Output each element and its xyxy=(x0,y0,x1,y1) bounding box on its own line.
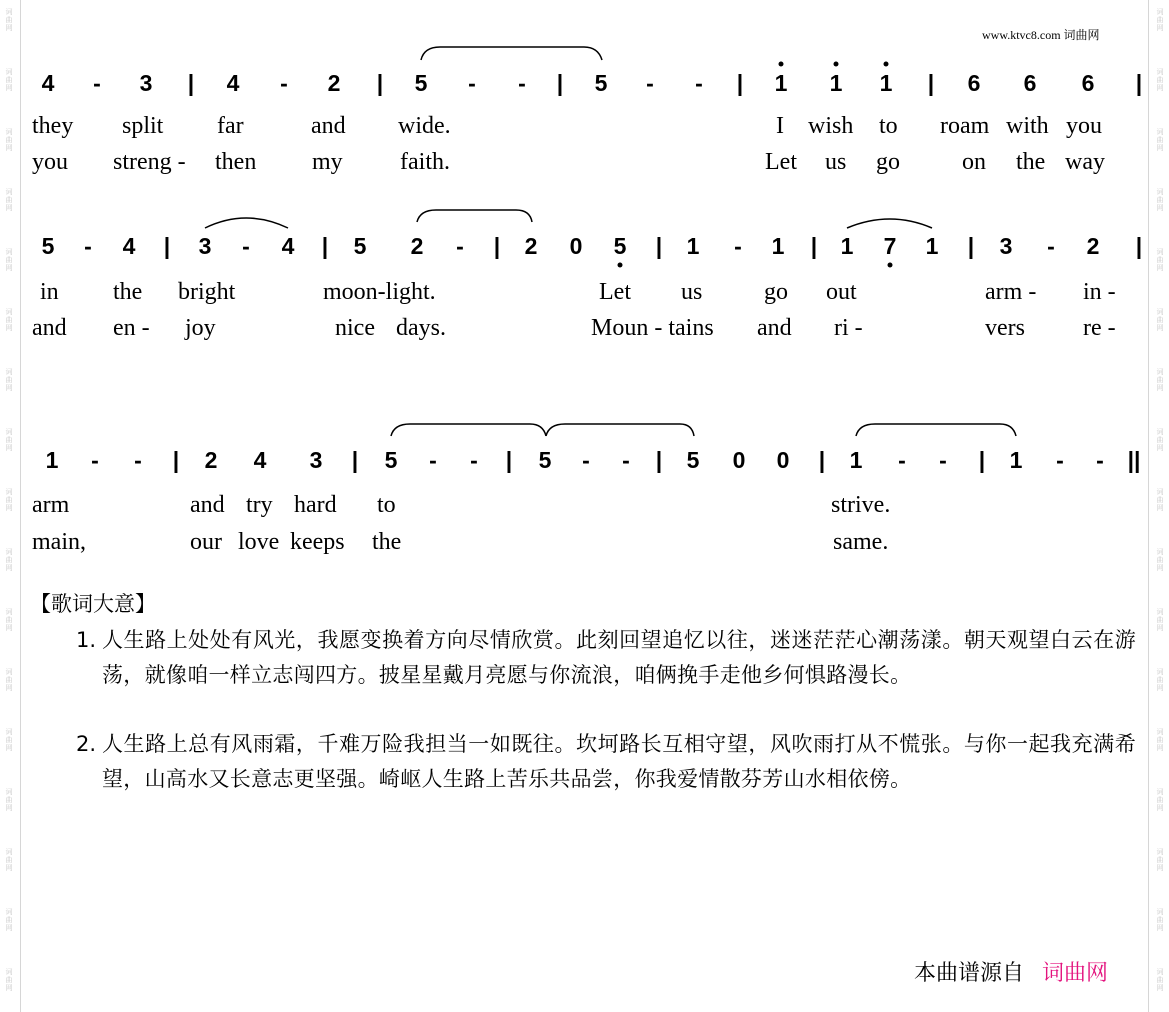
watermark-text: 词 曲 网 xyxy=(1156,848,1164,872)
tie-arc xyxy=(546,424,694,436)
barline: | xyxy=(818,447,826,473)
note: - xyxy=(622,447,630,473)
watermark-text: 词 曲 网 xyxy=(5,8,13,32)
lyric: I xyxy=(776,113,784,139)
watermark-text: 词 曲 网 xyxy=(1156,188,1164,212)
lyric: and xyxy=(757,315,792,341)
note: 2 xyxy=(327,70,341,96)
octave-dot xyxy=(834,62,839,67)
verse-number: 2. xyxy=(76,732,97,756)
lyric: joy xyxy=(185,315,216,341)
lyric: on xyxy=(962,149,986,175)
source-credit xyxy=(914,956,1108,987)
lyrics-meaning-title: 【歌词大意】 xyxy=(30,592,156,616)
lyric: and xyxy=(190,492,225,518)
watermark-text: 词 曲 网 xyxy=(5,68,13,92)
final-barline: || xyxy=(1127,447,1141,473)
note: - xyxy=(1096,447,1104,473)
watermark-text: 词 曲 网 xyxy=(1156,488,1164,512)
note: - xyxy=(134,447,142,473)
row-2-notes xyxy=(42,233,1143,268)
barline: | xyxy=(967,233,975,259)
lyric: re - xyxy=(1083,315,1116,341)
barline: | xyxy=(505,447,513,473)
lyric: same. xyxy=(833,529,889,555)
lyric: you xyxy=(32,149,68,175)
note: - xyxy=(468,70,476,96)
lyric: days. xyxy=(396,315,446,341)
lyric: with xyxy=(1006,113,1049,139)
watermark-text: 词 曲 网 xyxy=(1156,608,1164,632)
lyric: strive. xyxy=(831,492,891,518)
note: 0 xyxy=(776,447,790,473)
barline: | xyxy=(163,233,171,259)
note: 0 xyxy=(732,447,746,473)
octave-dot xyxy=(779,62,784,67)
tie-arc xyxy=(421,47,602,60)
row-1-lyrics-verse-1 xyxy=(32,113,1102,139)
barline: | xyxy=(978,447,986,473)
barline: | xyxy=(376,70,384,96)
watermark-text: 词 曲 网 xyxy=(1156,728,1164,752)
lyric: en - xyxy=(113,315,150,341)
note: 1 xyxy=(45,447,59,473)
lyric: Moun - tains xyxy=(591,315,714,341)
verse-text: 人生路上总有风雨霜，千难万险我担当一如既往。坎坷路长互相守望，风吹雨打从不慌张。与你一起我充满希望，山高水又长意志更坚强。崎岖人生路上苦乐共品尝，你我爱情散芬芳山水相依傍。 xyxy=(102,732,1136,791)
row-1-notes xyxy=(42,62,1143,97)
lyric: us xyxy=(681,279,703,305)
lyric: and xyxy=(311,113,346,139)
note: - xyxy=(91,447,99,473)
watermark-text: 词 曲 网 xyxy=(1156,908,1164,932)
barline: | xyxy=(655,233,663,259)
lyric: the xyxy=(1016,149,1046,175)
note: 1 xyxy=(774,70,788,96)
lyric: in - xyxy=(1083,279,1116,305)
note: 1 xyxy=(1009,447,1023,473)
note: - xyxy=(695,70,703,96)
lyric: and xyxy=(32,315,67,341)
row-3 xyxy=(32,424,1140,555)
slur-arc xyxy=(205,218,288,228)
note: 5 xyxy=(613,233,627,259)
tie-arc xyxy=(856,424,1016,436)
watermark-text: 词 曲 网 xyxy=(1156,8,1164,32)
watermark-text: 词 曲 网 xyxy=(1156,968,1164,992)
note: 1 xyxy=(849,447,863,473)
watermark-text: 词 曲 网 xyxy=(5,728,13,752)
note: 1 xyxy=(771,233,785,259)
meaning-verse-1 xyxy=(76,623,1136,693)
note: 5 xyxy=(41,233,55,259)
barline: | xyxy=(1135,233,1143,259)
lyric: keeps xyxy=(290,529,345,555)
lyric: go xyxy=(764,279,788,305)
lyric: go xyxy=(876,149,900,175)
lyric: in xyxy=(40,279,59,305)
watermark-text: 词 曲 网 xyxy=(5,968,13,992)
note: 3 xyxy=(309,447,323,473)
watermark-text: 词 曲 网 xyxy=(1156,128,1164,152)
verse-text: 人生路上处处有风光，我愿变换着方向尽情欣赏。此刻回望追忆以往，迷迷茫茫心潮荡漾。朝天观望白云在游荡，就像咱一样立志闯四方。披星星戴月亮愿与你流浪，咱俩挽手走他乡何惧路漫长。 xyxy=(102,628,1136,687)
lyric: moon-light. xyxy=(323,279,436,305)
watermark-text: 词 曲 网 xyxy=(5,668,13,692)
lyric: roam xyxy=(940,113,990,139)
note: 1 xyxy=(925,233,939,259)
watermark-text: 词 曲 网 xyxy=(5,248,13,272)
note: 1 xyxy=(879,70,893,96)
note: - xyxy=(898,447,906,473)
watermark-text: 词 曲 网 xyxy=(5,548,13,572)
octave-dot xyxy=(884,62,889,67)
note: 4 xyxy=(226,70,240,96)
note: 1 xyxy=(840,233,854,259)
row-2-lyrics-verse-2 xyxy=(32,315,1116,341)
watermark-text: 词 曲 网 xyxy=(5,308,13,332)
row-3-notes xyxy=(46,447,1141,473)
barline: | xyxy=(493,233,501,259)
watermark-text: 词 曲 网 xyxy=(5,368,13,392)
barline: | xyxy=(1135,70,1143,96)
note: 2 xyxy=(1086,233,1100,259)
note: - xyxy=(1056,447,1064,473)
lyric: Let xyxy=(765,149,797,175)
note: 1 xyxy=(829,70,843,96)
note: - xyxy=(280,70,288,96)
note: - xyxy=(939,447,947,473)
lyric: they xyxy=(32,113,74,139)
lyric: try xyxy=(246,492,273,518)
note: 2 xyxy=(410,233,424,259)
lyric: our xyxy=(190,529,222,555)
lyric: wish xyxy=(808,113,854,139)
note: 5 xyxy=(414,70,428,96)
lyric: streng - xyxy=(113,149,186,175)
note: - xyxy=(646,70,654,96)
note: - xyxy=(242,233,250,259)
lyric: ri - xyxy=(834,315,863,341)
note: 4 xyxy=(253,447,267,473)
watermark-text: 词 曲 网 xyxy=(1156,668,1164,692)
watermark-text: 词 曲 网 xyxy=(1156,248,1164,272)
lyric: split xyxy=(122,113,164,139)
watermark-text: 词 曲 网 xyxy=(5,488,13,512)
watermark-text: 词 曲 网 xyxy=(1156,428,1164,452)
lyric: wide. xyxy=(398,113,451,139)
lyric: hard xyxy=(294,492,337,518)
note: 5 xyxy=(384,447,398,473)
note: - xyxy=(93,70,101,96)
barline: | xyxy=(187,70,195,96)
lyric: faith. xyxy=(400,149,450,175)
row-1-lyrics-verse-2 xyxy=(32,149,1105,175)
row-1 xyxy=(32,47,1142,175)
lyric: arm xyxy=(32,492,70,518)
meaning-verse-2 xyxy=(76,727,1136,797)
lyric: Let xyxy=(599,279,631,305)
lyric: far xyxy=(217,113,244,139)
lyric: the xyxy=(113,279,143,305)
note: 3 xyxy=(198,233,212,259)
watermark-text: 词 曲 网 xyxy=(1156,368,1164,392)
watermark-text: 词 曲 网 xyxy=(1156,68,1164,92)
barline: | xyxy=(321,233,329,259)
lyric: us xyxy=(825,149,847,175)
barline: | xyxy=(172,447,180,473)
note: 7 xyxy=(883,233,897,259)
watermark-text: 词 曲 网 xyxy=(5,188,13,212)
note: 3 xyxy=(999,233,1013,259)
tie-arc xyxy=(417,210,532,222)
note: - xyxy=(1047,233,1055,259)
note: 4 xyxy=(122,233,136,259)
watermark-text: 词 曲 网 xyxy=(1156,308,1164,332)
slur-arc xyxy=(847,219,932,228)
lyric: my xyxy=(312,149,343,175)
note: 1 xyxy=(686,233,700,259)
barline: | xyxy=(655,447,663,473)
row-3-lyrics-verse-2 xyxy=(32,529,888,555)
watermark-text: 词 曲 网 xyxy=(1156,788,1164,812)
note: 3 xyxy=(139,70,153,96)
note: 6 xyxy=(1023,70,1037,96)
watermark-text: 词 曲 网 xyxy=(5,788,13,812)
row-2-lyrics-verse-1 xyxy=(40,279,1116,305)
octave-dot xyxy=(618,263,623,268)
lyric: to xyxy=(879,113,898,139)
note: 5 xyxy=(594,70,608,96)
note: - xyxy=(470,447,478,473)
source-label: 本曲谱源自 xyxy=(914,961,1025,986)
tie-arc xyxy=(391,424,546,436)
note: 5 xyxy=(686,447,700,473)
lyric: bright xyxy=(178,279,236,305)
note: 2 xyxy=(524,233,538,259)
watermark-text: 词 曲 网 xyxy=(1156,548,1164,572)
site-header: www.ktvc8.com 词曲网 xyxy=(982,28,1100,42)
watermark-text: 词 曲 网 xyxy=(5,128,13,152)
octave-dot xyxy=(888,263,893,268)
note: - xyxy=(456,233,464,259)
lyric: out xyxy=(826,279,857,305)
note: 5 xyxy=(538,447,552,473)
lyric: arm - xyxy=(985,279,1037,305)
lyric: way xyxy=(1065,149,1105,175)
note: 0 xyxy=(569,233,583,259)
lyric: vers xyxy=(985,315,1025,341)
barline: | xyxy=(810,233,818,259)
note: - xyxy=(429,447,437,473)
source-brand-link[interactable]: 词曲网 xyxy=(1042,961,1109,986)
note: - xyxy=(84,233,92,259)
note: - xyxy=(734,233,742,259)
barline: | xyxy=(927,70,935,96)
barline: | xyxy=(351,447,359,473)
watermark-text: 词 曲 网 xyxy=(5,908,13,932)
note: 2 xyxy=(204,447,218,473)
row-2 xyxy=(32,210,1142,341)
watermark-text: 词 曲 网 xyxy=(5,848,13,872)
verse-number: 1. xyxy=(76,628,97,652)
note: 4 xyxy=(281,233,295,259)
watermark-text: 词 曲 网 xyxy=(5,428,13,452)
note: - xyxy=(582,447,590,473)
barline: | xyxy=(736,70,744,96)
note: 6 xyxy=(1081,70,1095,96)
note: 5 xyxy=(353,233,367,259)
lyric: you xyxy=(1066,113,1102,139)
row-3-lyrics-verse-1 xyxy=(32,492,890,518)
lyric: to xyxy=(377,492,396,518)
watermark-text: 词 曲 网 xyxy=(5,608,13,632)
barline: | xyxy=(556,70,564,96)
note: 4 xyxy=(41,70,55,96)
note: - xyxy=(518,70,526,96)
lyric: the xyxy=(372,529,402,555)
lyric: main, xyxy=(32,529,86,555)
lyric: love xyxy=(238,529,280,555)
note: 6 xyxy=(967,70,981,96)
lyric: nice xyxy=(335,315,375,341)
lyric: then xyxy=(215,149,257,175)
